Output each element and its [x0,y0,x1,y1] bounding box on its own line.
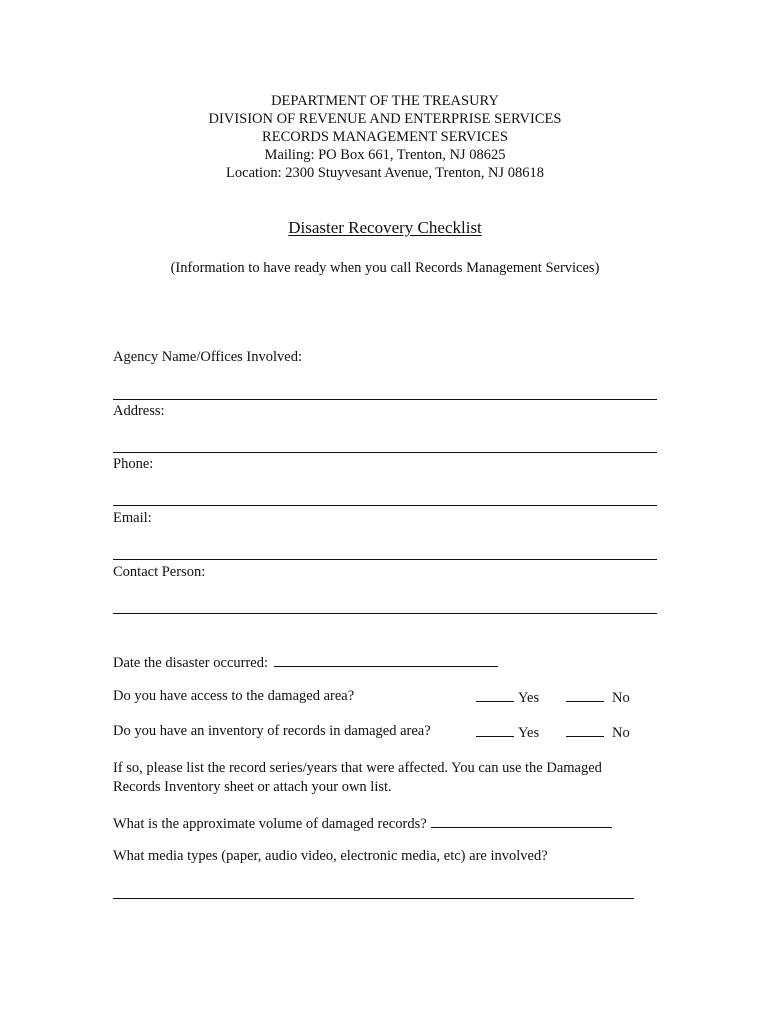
inventory-yes-label: Yes [518,725,540,741]
inventory-yes-option[interactable] [476,723,539,742]
access-no-blank[interactable] [566,688,604,702]
access-no-label: No [612,690,630,706]
phone-label: Phone: [113,456,154,472]
access-yes-blank[interactable] [476,688,514,702]
phone-field[interactable] [113,505,657,506]
date-occurred-field[interactable] [274,652,498,667]
access-question-label: Do you have access to the damaged area? [113,688,355,704]
address-field[interactable] [113,452,657,453]
date-occurred-label: Date the disaster occurred: [113,655,268,671]
inventory-no-label: No [612,725,630,741]
volume-label: What is the approximate volume of damaged records? [113,816,427,832]
access-yes-label: Yes [518,690,540,706]
form-title: Disaster Recovery Checklist [288,218,482,237]
inventory-yes-blank[interactable] [476,723,514,737]
agency-field[interactable] [113,399,657,400]
inventory-no-option[interactable] [566,723,630,742]
media-types-field[interactable] [113,898,634,899]
record-series-line-2: Records Inventory sheet or attach your own list. [113,779,392,795]
media-types-label: What media types (paper, audio video, electronic media, etc) are involved? [113,848,548,864]
form-subtitle: (Information to have ready when you call Records Management Services) [170,260,600,276]
access-yes-option[interactable] [476,688,539,707]
inventory-question-label: Do you have an inventory of records in damaged area? [113,723,431,739]
record-series-instructions [113,759,653,797]
agency-label: Agency Name/Offices Involved: [113,349,302,365]
division-line: DIVISION OF REVENUE AND ENTERPRISE SERVICES [208,111,562,127]
mailing-address: Mailing: PO Box 661, Trenton, NJ 08625 [264,147,506,163]
service-line: RECORDS MANAGEMENT SERVICES [262,129,508,145]
email-field[interactable] [113,559,657,560]
email-label: Email: [113,510,152,526]
volume-field[interactable] [431,813,612,828]
letterhead [0,92,770,182]
record-series-line-1: If so, please list the record series/years that were affected. You can use the Damaged [113,760,602,776]
department-line: DEPARTMENT OF THE TREASURY [271,93,499,109]
inventory-no-blank[interactable] [566,723,604,737]
date-occurred-row [113,652,498,672]
volume-row [113,813,612,833]
address-label: Address: [113,403,165,419]
location-address: Location: 2300 Stuyvesant Avenue, Trenton, NJ 08618 [226,165,544,181]
access-no-option[interactable] [566,688,630,707]
contact-person-label: Contact Person: [113,564,206,580]
contact-person-field[interactable] [113,613,657,614]
